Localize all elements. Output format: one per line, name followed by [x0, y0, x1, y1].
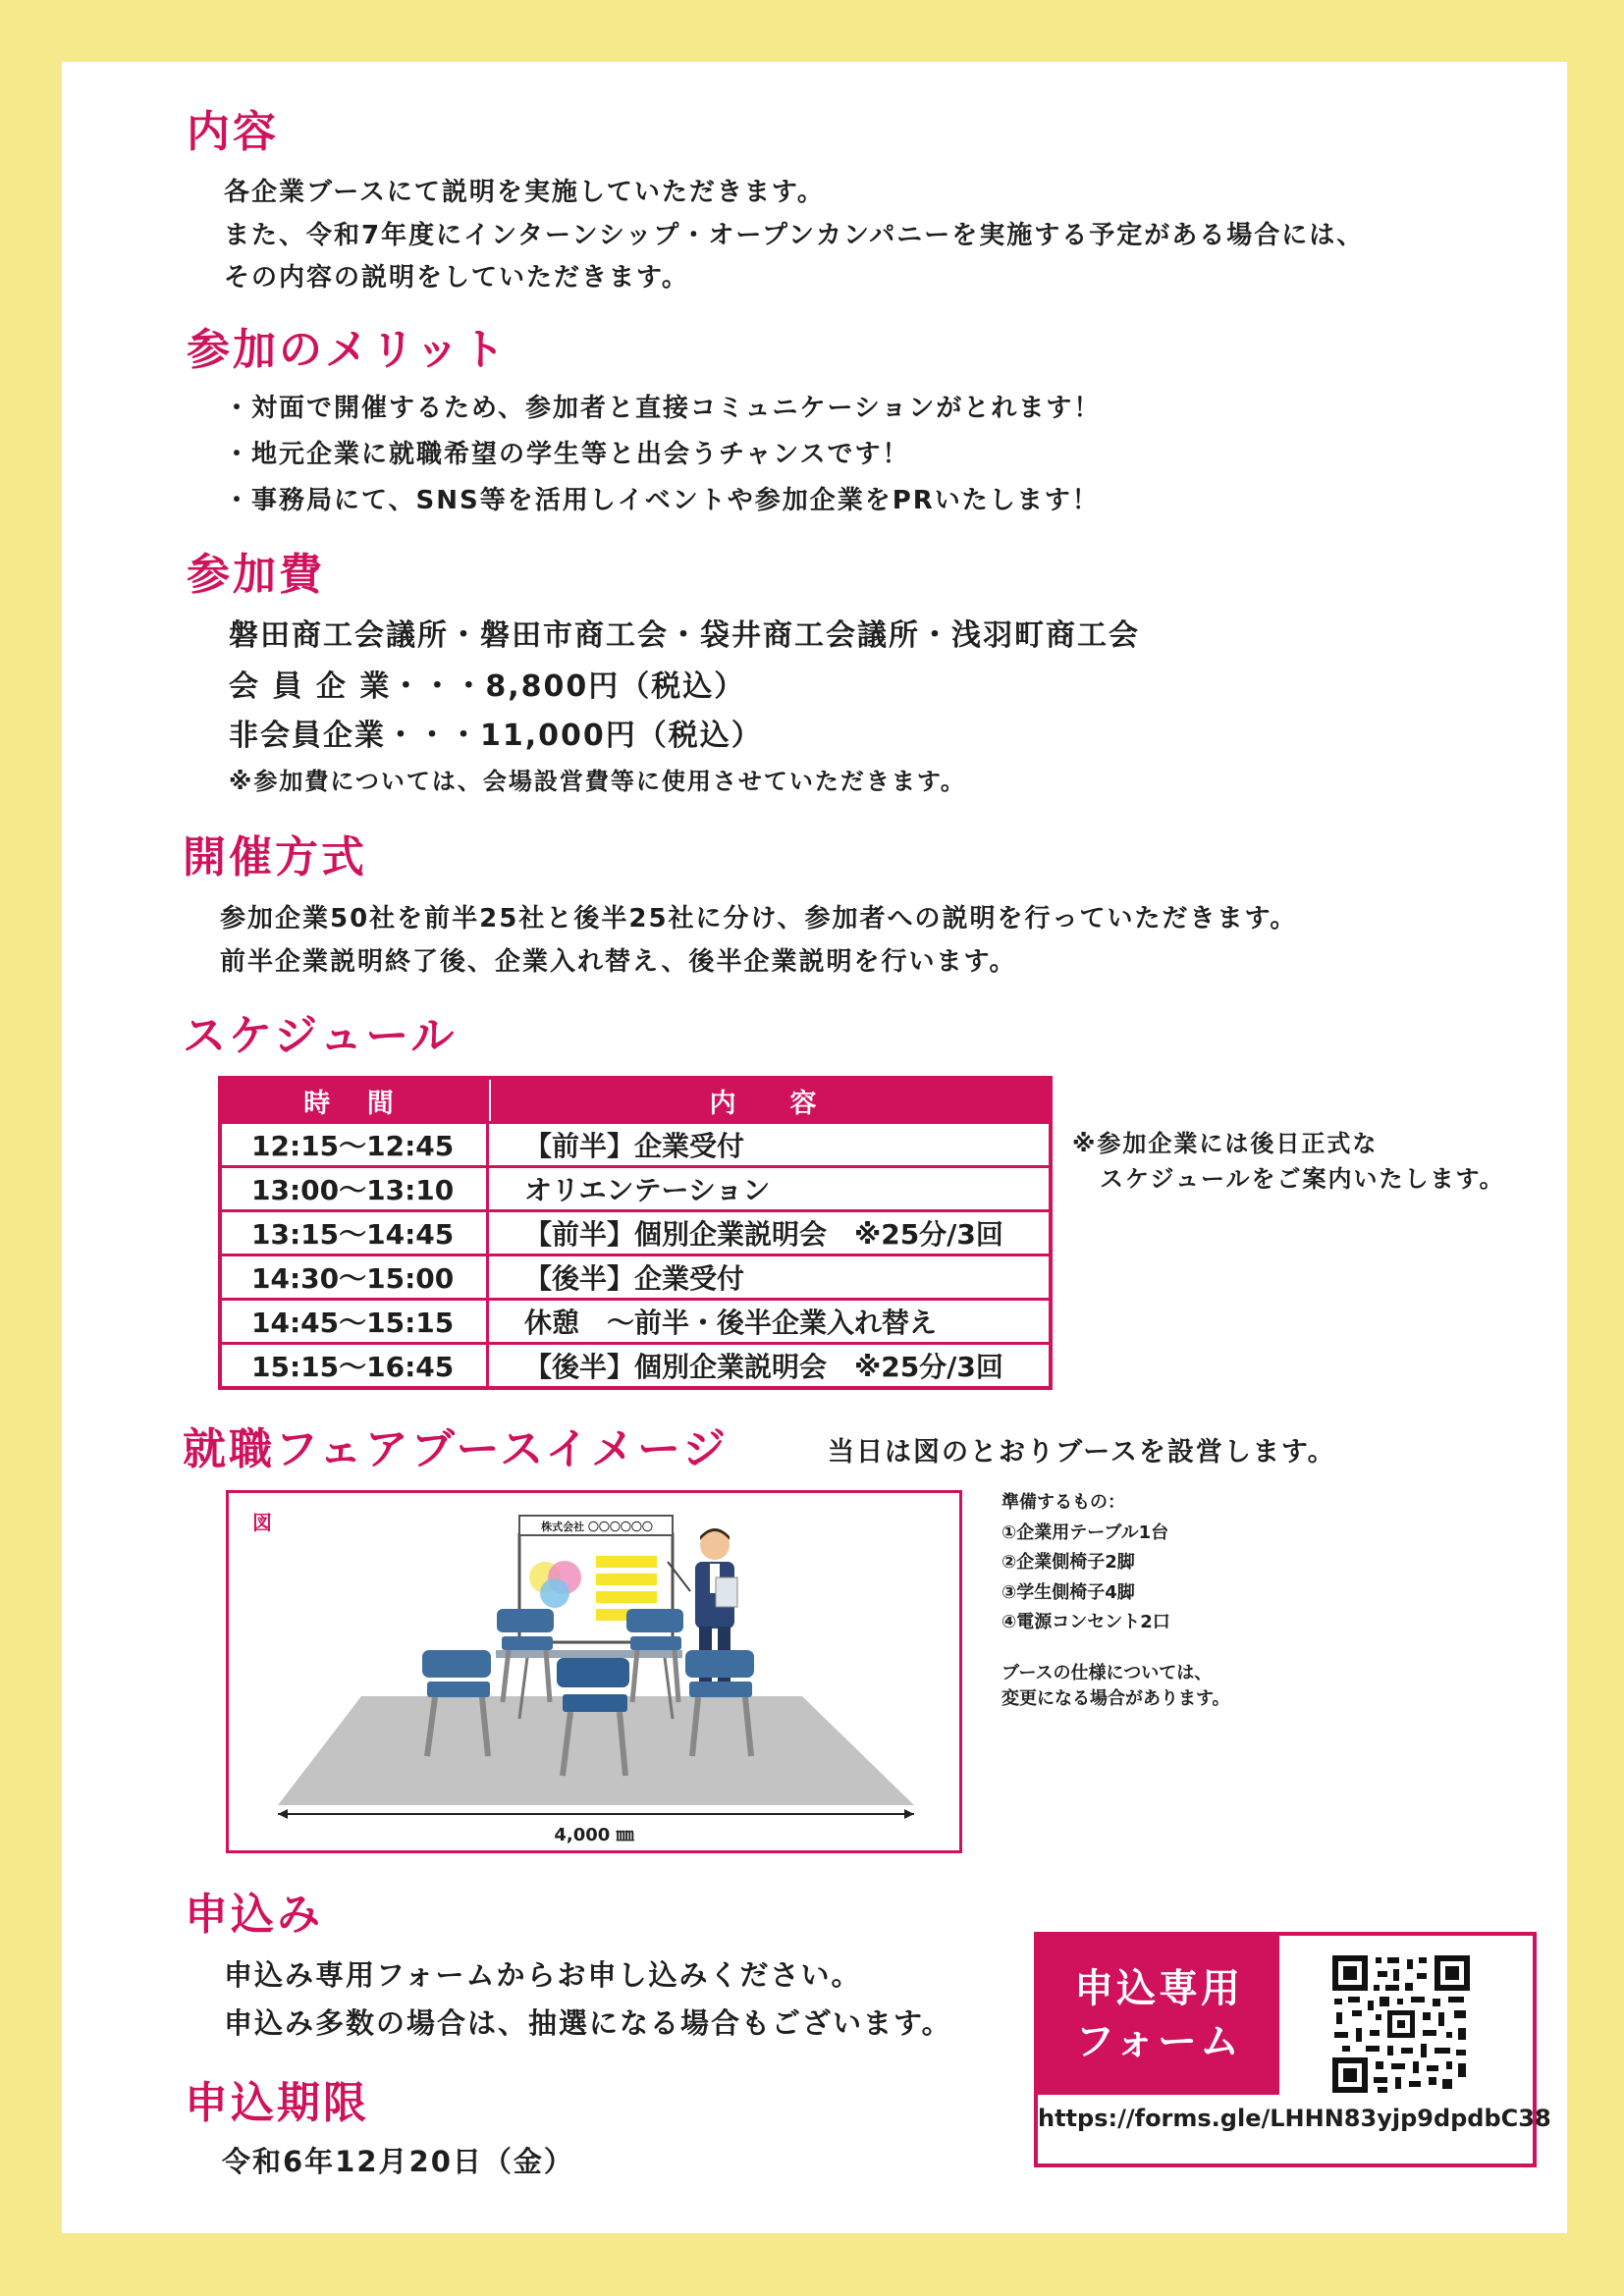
- schedule-time: 13:00〜13:10: [222, 1168, 489, 1209]
- schedule-time: 15:15〜16:45: [222, 1345, 489, 1386]
- apply-form-label-line2: フォーム: [1075, 2019, 1242, 2064]
- apply-form-label-line1: 申込専用: [1074, 1966, 1243, 2011]
- board-bar: [596, 1591, 657, 1603]
- schedule-time: 12:15〜12:45: [222, 1124, 489, 1165]
- table-row: [222, 1254, 1049, 1298]
- schedule-content: 【前半】個別企業説明会 ※25分/3回: [524, 1218, 1003, 1251]
- section-heading-apply: 申込み: [185, 1890, 323, 1940]
- board-bar: [596, 1556, 657, 1568]
- merit-line: ・対面で開催するため、参加者と直接コミュニケーションがとれます！: [224, 394, 1102, 423]
- format-line: 前半企業説明終了後、企業入れ替え、後半企業説明を行います。: [220, 947, 1017, 977]
- table: [496, 1650, 682, 1658]
- section-heading-booth: 就職フェアブースイメージ: [183, 1424, 730, 1474]
- schedule-table: [218, 1076, 1053, 1390]
- apply-form-label: [1038, 1936, 1279, 2095]
- schedule-note-line1: ※参加企業には後日正式な: [1072, 1130, 1379, 1157]
- prep-title: 準備するもの：: [1001, 1492, 1125, 1513]
- section-heading-format: 開催方式: [183, 832, 367, 882]
- floor-area: [278, 1696, 914, 1805]
- schedule-content: 【後半】個別企業説明会 ※25分/3回: [524, 1351, 1003, 1383]
- table-row: [222, 1121, 1049, 1165]
- deadline-date: 令和6年12月20日（金）: [222, 2145, 574, 2178]
- schedule-time: 13:15〜14:45: [222, 1212, 489, 1254]
- merit-line: ・地元企業に就職希望の学生等と出会うチャンスです！: [224, 440, 910, 469]
- section-heading-fee: 参加費: [187, 550, 325, 600]
- content-line: その内容の説明をしていただきます。: [224, 263, 689, 293]
- apply-form-box[interactable]: [1034, 1932, 1551, 2167]
- fee-nonmember: 非会員企業・・・11,000円（税込）: [229, 719, 763, 753]
- apply-line: 申込み専用フォームからお申し込みください。: [224, 1958, 862, 1992]
- fee-note: ※参加費については、会場設営費等に使用させていただきます。: [229, 768, 966, 795]
- apply-line: 申込み多数の場合は、抽選になる場合もございます。: [224, 2006, 952, 2040]
- spec-note: 変更になる場合があります。: [1001, 1688, 1230, 1709]
- spec-note: ブースの仕様については、: [1001, 1663, 1213, 1683]
- schedule-note-line2: スケジュールをご案内いたします。: [1100, 1165, 1505, 1193]
- prep-item: ③学生側椅子4脚: [1001, 1582, 1135, 1603]
- schedule-content: 【後半】企業受付: [524, 1262, 745, 1295]
- table-row: [222, 1298, 1049, 1342]
- qr-code-icon[interactable]: [1332, 1955, 1470, 2093]
- figure-label: 図: [252, 1511, 272, 1534]
- booth-illustration: [229, 1493, 959, 1850]
- merit-line: ・事務局にて、SNS等を活用しイベントや参加企業をPRいたします！: [224, 486, 1100, 515]
- schedule-content: オリエンテーション: [524, 1174, 771, 1206]
- booth-subtitle: 当日は図のとおりブースを設営します。: [828, 1437, 1336, 1468]
- fee-member: 会 員 企 業・・・8,800円（税込）: [229, 669, 746, 704]
- schedule-content: 【前半】企業受付: [524, 1130, 745, 1162]
- table-row: [222, 1209, 1049, 1254]
- section-heading-merit: 参加のメリット: [187, 325, 509, 375]
- clipboard: [716, 1577, 737, 1607]
- apply-form-url[interactable]: https://forms.gle/LHHN83yjp9dpdbC38: [1038, 2105, 1551, 2132]
- table-row: [222, 1342, 1049, 1386]
- prep-item: ②企業側椅子2脚: [1001, 1552, 1135, 1573]
- board-bar: [596, 1574, 657, 1585]
- prep-item: ④電源コンセント2口: [1001, 1612, 1170, 1632]
- schedule-content: 休憩 〜前半・後半企業入れ替え: [524, 1307, 938, 1339]
- section-heading-content: 内容: [187, 107, 279, 157]
- schedule-col-time: 時 間: [222, 1080, 491, 1121]
- table-row: [222, 1165, 1049, 1209]
- prep-item: ①企業用テーブル1台: [1001, 1522, 1169, 1543]
- content-line: 各企業ブースにて説明を実施していただきます。: [224, 178, 825, 207]
- section-heading-schedule: スケジュール: [183, 1011, 458, 1061]
- chart-circle-blue: [540, 1578, 569, 1608]
- schedule-header-row: [222, 1080, 1049, 1121]
- section-heading-deadline: 申込期限: [185, 2078, 369, 2128]
- dimension-label: 4,000 ㎜: [554, 1825, 634, 1845]
- content-line: また、令和7年度にインターンシップ・オープンカンパニーを実施する予定がある場合には、: [224, 221, 1365, 250]
- booth-figure: [226, 1490, 962, 1853]
- schedule-time: 14:30〜15:00: [222, 1256, 489, 1298]
- company-sign-text: 株式会社 〇〇〇〇〇〇: [541, 1521, 653, 1533]
- fee-orgs: 磐田商工会議所・磐田市商工会・袋井商工会議所・浅羽町商工会: [229, 618, 1140, 653]
- format-line: 参加企業50社を前半25社と後半25社に分け、参加者への説明を行っていただきます。: [220, 904, 1298, 934]
- schedule-col-content: 内 容: [709, 1088, 831, 1119]
- schedule-time: 14:45〜15:15: [222, 1301, 489, 1342]
